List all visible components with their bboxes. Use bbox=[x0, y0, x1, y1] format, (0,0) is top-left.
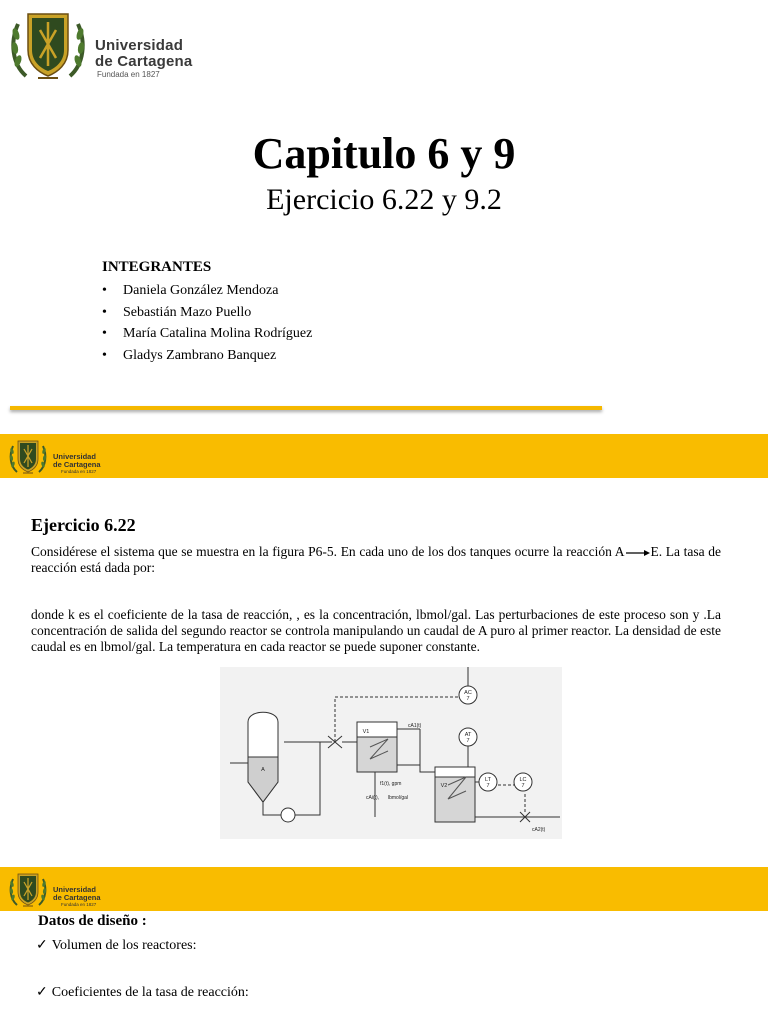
members-list bbox=[102, 280, 312, 366]
list-item: • María Catalina Molina Rodríguez bbox=[102, 323, 312, 345]
at-label: AT bbox=[464, 732, 472, 738]
ac-number: 7 bbox=[466, 696, 470, 702]
university-logo-text bbox=[53, 453, 101, 475]
paragraph-text: E. La tasa de reacción está dada por: bbox=[31, 544, 722, 575]
university-name-line1: Universidad bbox=[53, 885, 96, 894]
university-name-line2: de Cartagena bbox=[95, 53, 193, 70]
checkmark-icon: ✓ bbox=[36, 938, 48, 953]
divider bbox=[10, 406, 602, 410]
flow-label: f1(t), gpm bbox=[380, 781, 402, 787]
list-item-label: Volumen de los reactores: bbox=[51, 938, 197, 953]
list-item bbox=[36, 937, 197, 954]
list-item: • Sebastián Mazo Puello bbox=[102, 302, 312, 324]
university-founded: Fundada en 1827 bbox=[61, 469, 97, 474]
university-crest-icon bbox=[8, 437, 48, 475]
page-subtitle: Ejercicio 6.22 y 9.2 bbox=[266, 183, 502, 216]
list-item-label: Coeficientes de la tasa de reacción: bbox=[51, 985, 249, 1000]
slide-header-band bbox=[0, 867, 768, 911]
list-item bbox=[36, 984, 249, 1001]
slide-header-band bbox=[0, 434, 768, 478]
section-title: Datos de diseño : bbox=[38, 913, 147, 929]
page-title: Capitulo 6 y 9 bbox=[252, 129, 516, 178]
tank-label: A bbox=[261, 767, 265, 773]
university-crest-icon bbox=[8, 6, 88, 82]
university-crest-icon bbox=[8, 870, 48, 908]
university-name-line2: de Cartagena bbox=[53, 893, 101, 902]
v2-label: V2 bbox=[440, 783, 448, 789]
at-number: 7 bbox=[466, 738, 470, 744]
university-logo-text bbox=[53, 886, 101, 908]
conc-units-label: lbmol/gal bbox=[388, 795, 409, 801]
lt-label: LT bbox=[484, 777, 492, 783]
ac-label: AC bbox=[464, 690, 472, 696]
arrow-right-icon bbox=[625, 549, 651, 557]
paragraph-text: Considérese el sistema que se muestra en la figura P6-5. En cada uno de los dos tanques ocurre la reacción A bbox=[31, 544, 625, 559]
paragraph-reaction bbox=[31, 544, 721, 576]
lc-label: LC bbox=[519, 777, 527, 783]
lc-number: 7 bbox=[521, 783, 525, 789]
conc-label: cAi(t), bbox=[366, 795, 380, 801]
university-name-line1: Universidad bbox=[95, 37, 184, 54]
university-name-line1: Universidad bbox=[53, 452, 96, 461]
checkmark-icon: ✓ bbox=[36, 985, 48, 1000]
university-founded: Fundada en 1827 bbox=[61, 902, 97, 907]
university-founded: Fundada en 1827 bbox=[97, 70, 160, 79]
university-logo-text bbox=[95, 38, 192, 80]
v1-label: V1 bbox=[362, 729, 370, 735]
slide-title bbox=[0, 0, 768, 434]
process-diagram-svg bbox=[220, 667, 562, 839]
process-diagram bbox=[220, 667, 562, 839]
exercise-title: Ejercicio 6.22 bbox=[31, 515, 136, 535]
list-item: • Gladys Zambrano Banquez bbox=[102, 345, 312, 367]
paragraph-description: donde k es el coeficiente de la tasa de reacción, , es la concentración, lbmol/gal. Las perturbaciones de este proceso son y .La concentración de salida del segundo reactor se controla manipulando un caudal de A puro al primer reactor. La densidad de este caudal es en lbmol/gal. La temperatura en cada reactor se puede suponer constante. bbox=[31, 607, 721, 654]
members-heading: INTEGRANTES bbox=[102, 259, 212, 275]
university-name-line2: de Cartagena bbox=[53, 460, 101, 469]
ca2-label: cA2(t) bbox=[532, 827, 546, 833]
ca1-label: cA1(t) bbox=[408, 723, 422, 729]
lt-number: 7 bbox=[486, 783, 490, 789]
list-item: • Daniela González Mendoza bbox=[102, 280, 312, 302]
